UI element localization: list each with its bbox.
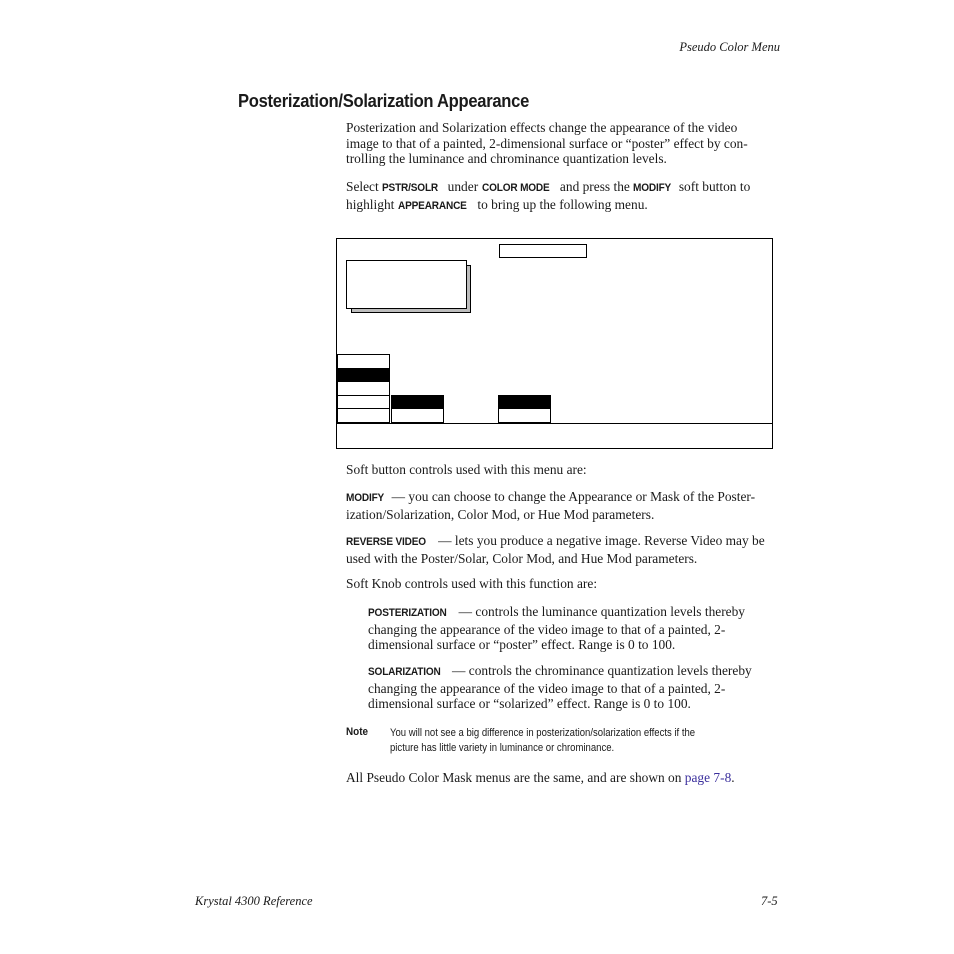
page-number: 7-5 bbox=[761, 894, 778, 908]
intro-line: Posterization and Solarization effects change the appearance of the video bbox=[346, 120, 738, 135]
note-text: You will not see a big difference in posterization/solarization effects if the picture has little variety in luminance or chrominance. bbox=[390, 727, 696, 754]
select-line: Select PSTR/SOLR under COLOR MODE and press the MODIFY soft button to bbox=[346, 179, 782, 197]
intro-line: trolling the luminance and chrominance quantization levels. bbox=[346, 151, 667, 167]
solarization-description: SOLARIZATION — controls the chrominance quantization levels thereby changing the appearance of the video image to that of a painted, 2- dimensional surface or “solarized” effect. Range is 0 to 100. bbox=[368, 663, 752, 712]
soft-knobs-intro: Soft Knob controls used with this function are: bbox=[346, 576, 598, 591]
modify-description: MODIFY — you can choose to change the Appearance or Mask of the Poster- ization/Solarization, Color Mod, or Hue Mod parameters. bbox=[346, 489, 756, 522]
posterization-description: POSTERIZATION — controls the luminance quantization levels thereby changing the appearance of the video image to that of a painted, 2- dimensional surface or “poster” effect. Range is 0 to 100. bbox=[368, 604, 745, 653]
select-line: highlight APPEARANCE to bring up the following menu. bbox=[346, 197, 782, 215]
intro-paragraph bbox=[346, 120, 782, 167]
soft-buttons-intro: Soft button controls used with this menu are: bbox=[346, 462, 587, 477]
soft-button-2-highlighted[interactable] bbox=[337, 368, 390, 382]
term-solarization: SOLARIZATION bbox=[368, 666, 441, 678]
knob-label-posterization bbox=[391, 395, 444, 409]
soft-button-4[interactable] bbox=[337, 395, 390, 409]
reverse-video-description: REVERSE VIDEO — lets you produce a negative image. Reverse Video may be used with the Poster/Solar, Color Mod, and Hue Mod parameters. bbox=[346, 533, 765, 566]
keyword-pstr-solr: PSTR/SOLR bbox=[382, 182, 439, 194]
term-reverse-video: REVERSE VIDEO bbox=[346, 536, 426, 548]
section-title: Posterization/Solarization Appearance bbox=[238, 91, 530, 111]
term-posterization: POSTERIZATION bbox=[368, 607, 447, 619]
keyword-appearance: APPEARANCE bbox=[397, 199, 467, 212]
select-instruction bbox=[346, 179, 782, 214]
note-label: Note bbox=[346, 726, 369, 738]
mask-reference: All Pseudo Color Mask menus are the same, and are shown on page 7-8. bbox=[346, 770, 735, 785]
term-modify: MODIFY bbox=[346, 492, 385, 504]
running-header: Pseudo Color Menu bbox=[679, 40, 780, 54]
menu-diagram bbox=[336, 238, 773, 449]
knob-value-posterization[interactable] bbox=[391, 408, 444, 423]
status-bar-divider bbox=[337, 423, 772, 424]
soft-button-1[interactable] bbox=[337, 354, 390, 369]
knob-value-solarization[interactable] bbox=[498, 408, 551, 423]
keyword-color-mode: COLOR MODE bbox=[481, 182, 550, 194]
menu-title-box bbox=[499, 244, 587, 258]
keyword-modify: MODIFY bbox=[633, 182, 672, 194]
soft-button-5[interactable] bbox=[337, 408, 390, 423]
intro-line: image to that of a painted, 2-dimensional surface or “poster” effect by con- bbox=[346, 135, 748, 151]
soft-button-3[interactable] bbox=[337, 381, 390, 396]
page-link[interactable]: page 7-8 bbox=[684, 770, 732, 785]
parameter-box bbox=[346, 260, 467, 309]
footer-title: Krystal 4300 Reference bbox=[195, 894, 313, 908]
knob-label-solarization bbox=[498, 395, 551, 409]
